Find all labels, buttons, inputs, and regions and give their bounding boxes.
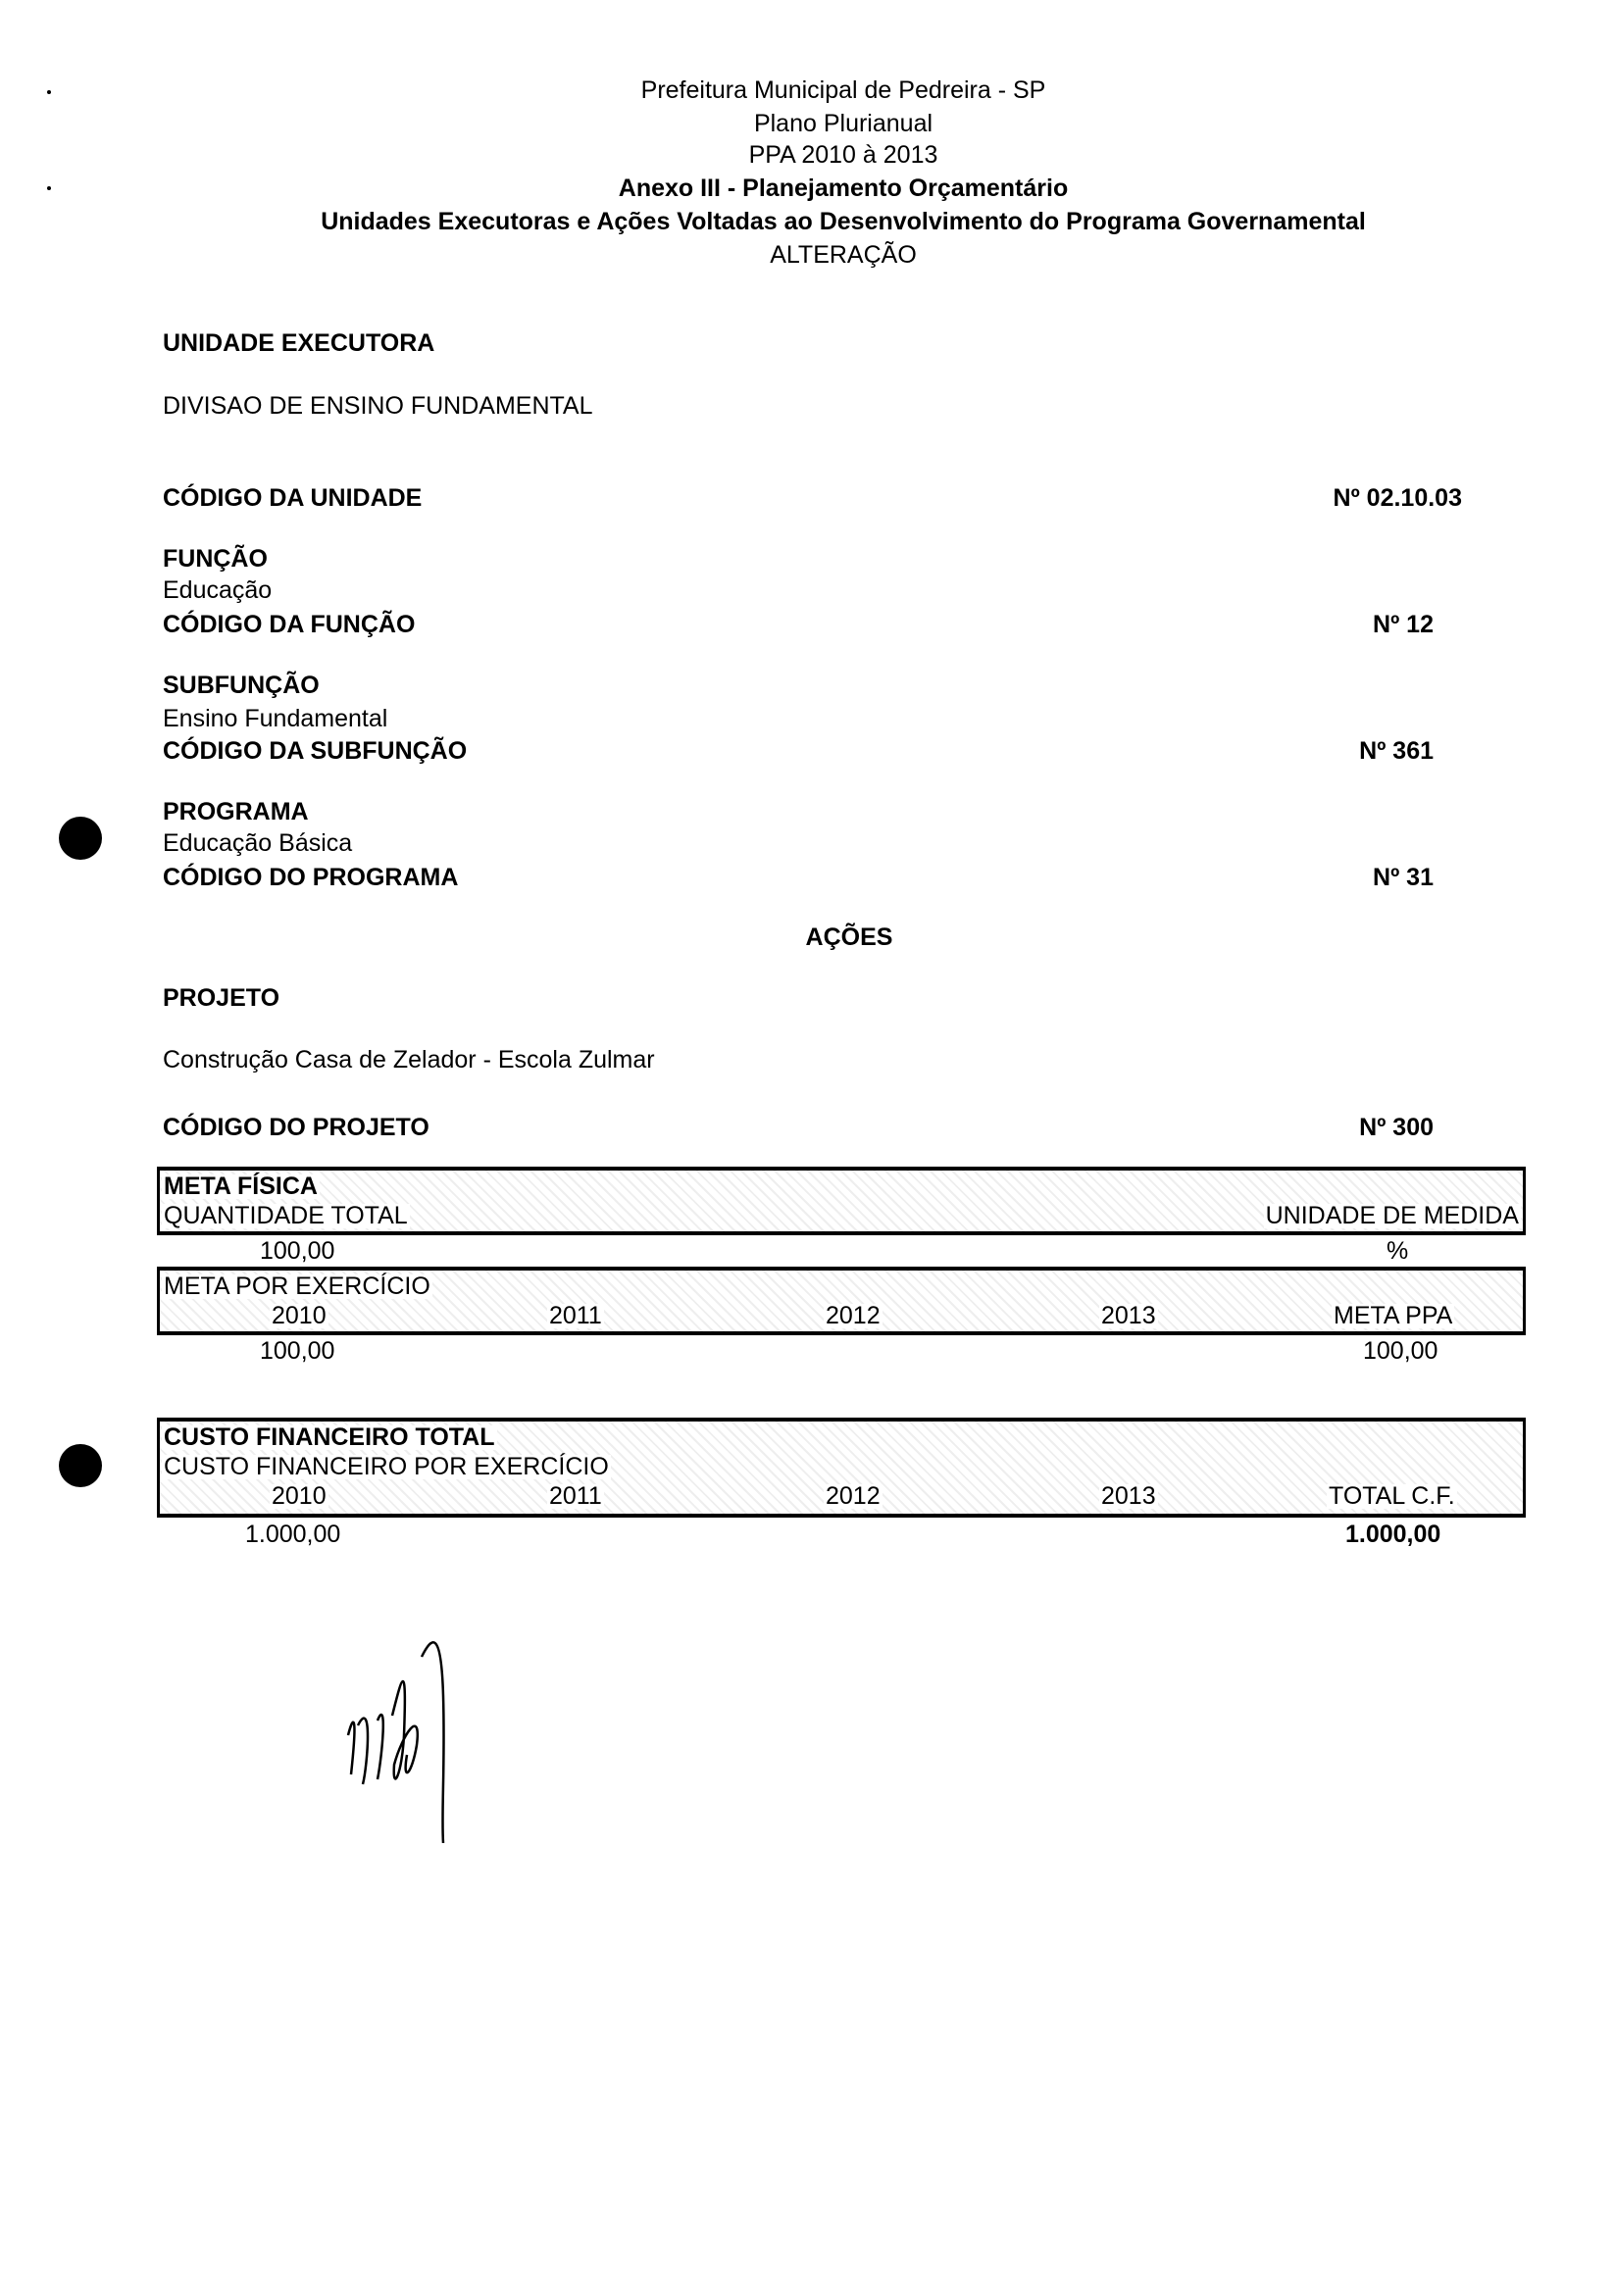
handwritten-signature [333,1618,490,1843]
meta-fisica-table [157,1167,1526,1235]
funcao-codigo-label: CÓDIGO DA FUNÇÃO [163,611,416,638]
unidade-label: UNIDADE EXECUTORA [163,329,435,357]
punch-hole [59,1444,102,1487]
custo-financeiro-table [157,1418,1526,1518]
year-2012: 2012 [826,1302,881,1329]
meta-fisica-title: META FÍSICA [164,1173,318,1200]
subfuncao-value: Ensino Fundamental [163,705,388,732]
custo-exercicio-subtitle: CUSTO FINANCEIRO POR EXERCÍCIO [164,1453,609,1480]
header-subtitle: Unidades Executoras e Ações Voltadas ao Desenvolvimento do Programa Governamental [321,208,1366,235]
programa-label: PROGRAMA [163,798,309,825]
header-line: PPA 2010 à 2013 [748,141,938,169]
programa-codigo-label: CÓDIGO DO PROGRAMA [163,864,459,891]
header-line: Prefeitura Municipal de Pedreira - SP [640,76,1046,104]
projeto-codigo-label: CÓDIGO DO PROJETO [163,1114,429,1141]
custo-2010-value: 1.000,00 [245,1521,341,1548]
meta-ppa-value: 100,00 [1363,1337,1438,1365]
meta-exercicio-title: META POR EXERCÍCIO [164,1273,430,1300]
unidade-medida-label: UNIDADE DE MEDIDA [1265,1202,1519,1229]
year-2011: 2011 [549,1482,602,1510]
header-status: ALTERAÇÃO [770,241,917,269]
year-2011: 2011 [549,1302,602,1329]
year-2010: 2010 [272,1302,327,1329]
quantidade-total-value: 100,00 [260,1237,335,1265]
unidade-value: DIVISAO DE ENSINO FUNDAMENTAL [163,392,593,420]
custo-total-value: 1.000,00 [1345,1521,1441,1548]
total-cf-label: TOTAL C.F. [1329,1482,1455,1510]
meta-exercicio-table [157,1267,1526,1335]
meta-2010-value: 100,00 [260,1337,335,1365]
year-2013: 2013 [1101,1302,1156,1329]
meta-ppa-label: META PPA [1334,1302,1453,1329]
year-2013: 2013 [1101,1482,1156,1510]
programa-codigo: Nº 31 [1373,864,1434,891]
subfuncao-label: SUBFUNÇÃO [163,672,320,699]
unidade-medida-value: % [1387,1237,1409,1265]
subfuncao-codigo-label: CÓDIGO DA SUBFUNÇÃO [163,737,468,765]
projeto-codigo: Nº 300 [1359,1114,1434,1141]
header-title: Anexo III - Planejamento Orçamentário [618,175,1069,202]
quantidade-total-label: QUANTIDADE TOTAL [164,1202,408,1229]
header-line: Plano Plurianual [753,110,933,137]
subfuncao-codigo: Nº 361 [1359,737,1434,765]
programa-value: Educação Básica [163,829,353,857]
unidade-codigo: Nº 02.10.03 [1333,484,1462,512]
projeto-value: Construção Casa de Zelador - Escola Zulmar [163,1046,655,1073]
acoes-title: AÇÕES [805,923,893,951]
funcao-codigo: Nº 12 [1373,611,1434,638]
funcao-label: FUNÇÃO [163,545,268,573]
punch-hole [59,817,102,860]
projeto-label: PROJETO [163,984,280,1012]
custo-total-title: CUSTO FINANCEIRO TOTAL [164,1423,495,1451]
unidade-codigo-label: CÓDIGO DA UNIDADE [163,484,423,512]
funcao-value: Educação [163,576,273,604]
year-2010: 2010 [272,1482,327,1510]
year-2012: 2012 [826,1482,881,1510]
